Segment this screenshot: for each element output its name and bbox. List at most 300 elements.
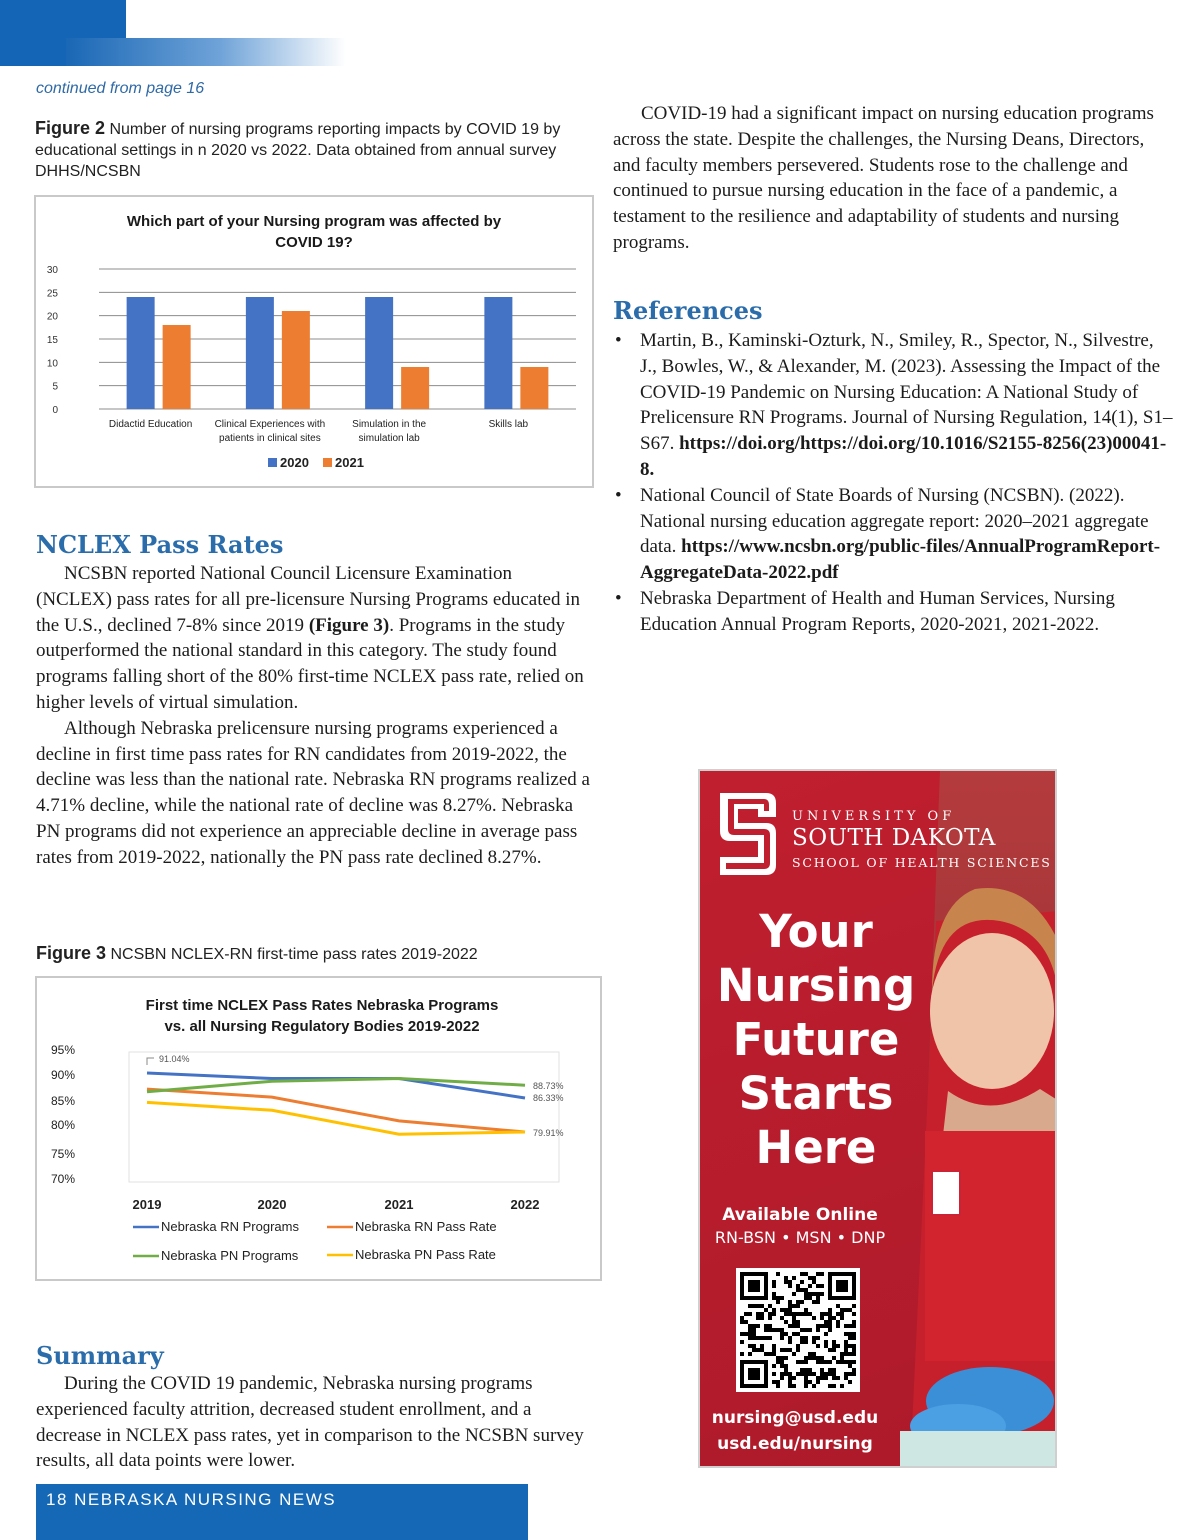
qr-module [760, 1336, 764, 1340]
publication-name: NEBRASKA NURSING NEWS [74, 1490, 337, 1509]
qr-module [788, 1324, 792, 1328]
qr-module [804, 1288, 808, 1292]
ad-tagline-line-1: Your [759, 905, 873, 958]
usd-advertisement[interactable] [698, 769, 1057, 1468]
qr-module [800, 1288, 804, 1292]
qr-module [828, 1328, 832, 1332]
qr-module [812, 1336, 816, 1340]
qr-module [772, 1352, 776, 1356]
qr-module [804, 1336, 808, 1340]
nclex-paragraph-1 [36, 561, 592, 716]
qr-module [760, 1344, 764, 1348]
nclex-heading: NCLEX Pass Rates [36, 530, 284, 559]
continued-note: continued from page 16 [36, 80, 205, 97]
ad-website[interactable]: usd.edu/nursing [717, 1434, 873, 1454]
qr-module [740, 1320, 744, 1324]
summary-body [36, 1371, 584, 1474]
qr-module [848, 1344, 852, 1348]
qr-module [756, 1348, 760, 1352]
qr-module [780, 1372, 784, 1376]
qr-module [852, 1368, 856, 1372]
qr-module [804, 1292, 808, 1296]
qr-module [756, 1304, 760, 1308]
qr-module [768, 1316, 772, 1320]
qr-module [768, 1324, 772, 1328]
qr-module [764, 1352, 768, 1356]
qr-module [792, 1384, 796, 1388]
qr-module [816, 1344, 820, 1348]
qr-module [788, 1284, 792, 1288]
qr-module [808, 1352, 812, 1356]
qr-module [852, 1332, 856, 1336]
qr-module [820, 1292, 824, 1296]
qr-finder-core [748, 1368, 760, 1380]
qr-module [788, 1312, 792, 1316]
qr-module [848, 1352, 852, 1356]
qr-module [852, 1344, 856, 1348]
qr-module [804, 1380, 808, 1384]
qr-module [752, 1304, 756, 1308]
qr-module [796, 1300, 800, 1304]
qr-module [768, 1336, 772, 1340]
qr-module [816, 1380, 820, 1384]
qr-module [848, 1308, 852, 1312]
x-tick-label: 2020 [257, 1197, 287, 1212]
y-tick-label: 95% [51, 1043, 76, 1057]
reference-2-link[interactable]: https://www.ncsbn.org/public-files/AnnualProgramReport-AggregateData-2022.pdf [640, 536, 1161, 584]
qr-module [796, 1284, 800, 1288]
ad-university-name: SOUTH DAKOTA [792, 825, 996, 851]
qr-module [852, 1312, 856, 1316]
legend-swatch-2020 [268, 458, 277, 467]
qr-module [824, 1340, 828, 1344]
qr-module [848, 1360, 852, 1364]
qr-module [752, 1324, 756, 1328]
qr-module [816, 1328, 820, 1332]
data-label: 79.91% [533, 1128, 564, 1138]
qr-module [812, 1276, 816, 1280]
x-tick-label: 2019 [132, 1197, 162, 1212]
data-label: 86.33% [533, 1093, 564, 1103]
qr-module [808, 1356, 812, 1360]
x-tick-label: 2022 [510, 1197, 540, 1212]
qr-module [828, 1324, 832, 1328]
references-list [613, 328, 1173, 638]
qr-module [800, 1372, 804, 1376]
qr-module [832, 1344, 836, 1348]
qr-module [780, 1348, 784, 1352]
figure-2-caption-text: Number of nursing programs reporting impacts by COVID 19 by educational settings in n 2020 vs 2022. Data obtained from annual survey DHHS/NCSBN [35, 121, 561, 180]
ad-email[interactable]: nursing@usd.edu [711, 1408, 879, 1428]
qr-module [808, 1380, 812, 1384]
qr-module [836, 1344, 840, 1348]
qr-module [804, 1368, 808, 1372]
qr-module [740, 1332, 744, 1336]
qr-module [828, 1320, 832, 1324]
y-tick-label: 0 [52, 405, 58, 416]
figure-3-caption-text: NCSBN NCLEX-RN first-time pass rates 2019-2022 [110, 946, 478, 963]
qr-module [840, 1308, 844, 1312]
qr-module [852, 1324, 856, 1328]
legend-swatch-2021 [323, 458, 332, 467]
qr-module [792, 1316, 796, 1320]
annotation-leader [147, 1058, 154, 1065]
series-line-3 [147, 1102, 525, 1134]
qr-module [852, 1360, 856, 1364]
sd-monogram-logo [714, 787, 782, 881]
qr-module [816, 1336, 820, 1340]
qr-module [828, 1316, 832, 1320]
bar-2021 [163, 325, 191, 409]
qr-module [796, 1344, 800, 1348]
qr-module [852, 1320, 856, 1324]
qr-module [752, 1332, 756, 1336]
x-tick-label: 2021 [384, 1197, 414, 1212]
qr-module [764, 1308, 768, 1312]
bar-2021 [401, 367, 429, 409]
qr-module [772, 1328, 776, 1332]
qr-module [768, 1352, 772, 1356]
qr-module [756, 1336, 760, 1340]
qr-module [808, 1312, 812, 1316]
qr-module [792, 1304, 796, 1308]
qr-module [752, 1336, 756, 1340]
qr-module [824, 1312, 828, 1316]
bar-chart-svg [36, 197, 592, 486]
qr-module [764, 1336, 768, 1340]
qr-module [780, 1316, 784, 1320]
qr-module [816, 1360, 820, 1364]
qr-module [772, 1372, 776, 1376]
qr-module [828, 1348, 832, 1352]
reference-item [613, 483, 1173, 586]
figure-3-caption [36, 943, 596, 965]
qr-module [748, 1328, 752, 1332]
qr-module [784, 1280, 788, 1284]
qr-module [812, 1280, 816, 1284]
qr-module [832, 1384, 836, 1388]
qr-module [820, 1368, 824, 1372]
qr-module [748, 1332, 752, 1336]
qr-module [792, 1312, 796, 1316]
nclex-p1-text-b: . Programs in the study outperformed the national standard in this category. The study found programs falling short of the 80% first-time NCLEX pass rate, relied on higher levels of virtual simulation. [36, 614, 584, 713]
legend-label: 2021 [335, 455, 364, 470]
qr-module [816, 1376, 820, 1380]
qr-module [796, 1324, 800, 1328]
qr-module [796, 1320, 800, 1324]
qr-module [848, 1372, 852, 1376]
qr-module [788, 1336, 792, 1340]
qr-module [844, 1372, 848, 1376]
qr-module [788, 1308, 792, 1312]
footer-text [46, 1490, 336, 1510]
qr-module [820, 1316, 824, 1320]
qr-module [796, 1288, 800, 1292]
qr-module [760, 1312, 764, 1316]
y-tick-label: 75% [51, 1147, 76, 1161]
qr-module [844, 1352, 848, 1356]
y-tick-label: 15 [46, 335, 58, 346]
qr-module [784, 1368, 788, 1372]
qr-module [784, 1276, 788, 1280]
qr-module [748, 1324, 752, 1328]
qr-module [828, 1308, 832, 1312]
qr-module [740, 1316, 744, 1320]
y-tick-label: 20 [46, 311, 58, 323]
qr-module [812, 1340, 816, 1344]
qr-module [788, 1340, 792, 1344]
qr-module [796, 1348, 800, 1352]
ad-tagline [700, 905, 932, 1175]
right-intro [613, 101, 1169, 256]
qr-finder-core [748, 1280, 760, 1292]
qr-module [832, 1316, 836, 1320]
qr-module [808, 1372, 812, 1376]
reference-3-text: Nebraska Department of Health and Human Services, Nursing Education Annual Program Reports, 2020-2021, 2021-2022. [640, 587, 1115, 635]
qr-module [776, 1384, 780, 1388]
bar-2020 [365, 297, 393, 409]
right-intro-paragraph: COVID-19 had a significant impact on nursing education programs across the state. Despite the challenges, the Nursing Deans, Directors, and faculty members persevered. Students rose to the challenge and continued to pursue nursing education in the face of a pandemic, a testament to the resilience and adaptability of students and nursing programs. [613, 103, 1154, 253]
qr-module [748, 1352, 752, 1356]
qr-module [844, 1324, 848, 1328]
qr-module [772, 1364, 776, 1368]
summary-paragraph: During the COVID 19 pandemic, Nebraska nursing programs experienced faculty attrition, decreased student enrollment, and a decrease in NCLEX pass rates, yet in comparison to the NCSBN survey results, all data points were lower. [36, 1373, 584, 1472]
qr-module [820, 1372, 824, 1376]
y-tick-label: 90% [51, 1068, 76, 1082]
qr-module [796, 1304, 800, 1308]
qr-module [756, 1312, 760, 1316]
qr-module [804, 1360, 808, 1364]
qr-module [852, 1304, 856, 1308]
bar-2020 [127, 297, 155, 409]
x-tick-label: simulation lab [358, 433, 420, 444]
y-tick-label: 30 [46, 265, 58, 276]
qr-module [784, 1320, 788, 1324]
qr-module [772, 1348, 776, 1352]
qr-module [796, 1332, 800, 1336]
qr-module [812, 1352, 816, 1356]
qr-module [820, 1272, 824, 1276]
qr-module [788, 1380, 792, 1384]
qr-code[interactable] [736, 1268, 860, 1392]
qr-module [840, 1312, 844, 1316]
qr-module [776, 1300, 780, 1304]
qr-module [816, 1292, 820, 1296]
qr-module [824, 1372, 828, 1376]
qr-module [792, 1376, 796, 1380]
qr-module [844, 1308, 848, 1312]
qr-module [848, 1336, 852, 1340]
qr-finder-core [836, 1280, 848, 1292]
ad-tagline-line-5: Here [755, 1121, 877, 1174]
qr-module [748, 1344, 752, 1348]
qr-module [768, 1328, 772, 1332]
header-gradient-strip [66, 38, 346, 66]
qr-module [840, 1360, 844, 1364]
plot-area [129, 1052, 559, 1182]
qr-module [800, 1328, 804, 1332]
qr-module [824, 1344, 828, 1348]
qr-module [844, 1332, 848, 1336]
qr-module [804, 1384, 808, 1388]
qr-module [776, 1328, 780, 1332]
qr-module [836, 1320, 840, 1324]
qr-module [784, 1348, 788, 1352]
qr-module [756, 1324, 760, 1328]
qr-module [832, 1356, 836, 1360]
qr-module [812, 1356, 816, 1360]
y-tick-label: 10 [46, 358, 58, 370]
qr-module [812, 1372, 816, 1376]
qr-module [804, 1356, 808, 1360]
qr-module [788, 1304, 792, 1308]
qr-module [772, 1284, 776, 1288]
qr-module [804, 1308, 808, 1312]
qr-module [832, 1340, 836, 1344]
qr-module [796, 1312, 800, 1316]
x-tick-label: Didactid Education [108, 419, 193, 430]
qr-module [784, 1364, 788, 1368]
reference-1-link[interactable]: https://doi.org/https://doi.org/10.1016/S2155-8256(23)00041-8. [640, 433, 1167, 480]
qr-module [844, 1348, 848, 1352]
qr-module [804, 1328, 808, 1332]
x-tick-label: Skills lab [488, 419, 529, 430]
qr-module [816, 1300, 820, 1304]
qr-module [804, 1376, 808, 1380]
qr-module [744, 1312, 748, 1316]
qr-module [788, 1348, 792, 1352]
qr-module [760, 1348, 764, 1352]
qr-module [776, 1272, 780, 1276]
qr-module [772, 1344, 776, 1348]
qr-module [828, 1312, 832, 1316]
qr-module [848, 1364, 852, 1368]
qr-module [800, 1340, 804, 1344]
bar-2020 [246, 297, 274, 409]
qr-module [764, 1328, 768, 1332]
qr-module [780, 1308, 784, 1312]
qr-module [832, 1376, 836, 1380]
qr-module [836, 1360, 840, 1364]
references-heading: References [613, 296, 763, 325]
qr-module [848, 1324, 852, 1328]
reference-1-text: Martin, B., Kaminski-Ozturk, N., Smiley, R., Spector, N., Silvestre, J., Bowles, W., & Alexander, M. (2023). Assessing the Impact of the COVID-19 Pandemic on Nursing Education: A National Study of Prelicensure RN Programs. Journal of Nursing Regulation, 14(1), S1–S67. [640, 330, 1173, 455]
qr-module [792, 1292, 796, 1296]
qr-module [796, 1360, 800, 1364]
y-tick-label: 5 [52, 381, 58, 393]
figure-3-label: Figure 3 [36, 943, 107, 963]
qr-module [824, 1332, 828, 1336]
qr-module [852, 1348, 856, 1352]
qr-module [800, 1312, 804, 1316]
qr-module [776, 1380, 780, 1384]
x-tick-label: Simulation in the [352, 419, 427, 430]
data-label: 91.04% [159, 1054, 190, 1064]
qr-module [788, 1384, 792, 1388]
x-tick-label: patients in clinical sites [219, 433, 321, 444]
legend-label: 2020 [280, 455, 309, 470]
figure-2-caption [35, 118, 585, 182]
ad-university-of: UNIVERSITY OF [792, 809, 956, 824]
qr-module [752, 1348, 756, 1352]
qr-module [776, 1360, 780, 1364]
qr-module [800, 1280, 804, 1284]
qr-module [828, 1372, 832, 1376]
qr-module [844, 1376, 848, 1380]
qr-module [824, 1360, 828, 1364]
qr-module [812, 1384, 816, 1388]
qr-module [780, 1376, 784, 1380]
y-tick-label: 25 [46, 288, 58, 300]
nclex-paragraph-2: Although Nebraska prelicensure nursing programs experienced a decline in first time pass rates for RN candidates from 2019-2022, the decline was less than the national rate. Nebraska RN programs realized a 4.71% decline, while the national rate of decline was 8.27%. Nebraska PN programs did not experience an appreciable decline in average pass rates from 2019-2022, nationally the PN pass rate declined 8.27%. [36, 717, 590, 868]
qr-module [824, 1320, 828, 1324]
legend-label: Nebraska PN Pass Rate [355, 1247, 496, 1262]
nclex-p1-figure-ref: (Figure 3) [308, 614, 390, 636]
figure-3-chart [35, 976, 602, 1281]
qr-module [804, 1296, 808, 1300]
nclex-body [36, 561, 592, 871]
ad-tagline-line-2: Nursing [716, 959, 916, 1012]
qr-module [852, 1372, 856, 1376]
qr-module [808, 1276, 812, 1280]
x-tick-label: Clinical Experiences with [214, 419, 326, 430]
qr-module [816, 1272, 820, 1276]
bar-2021 [282, 311, 310, 409]
qr-module [808, 1292, 812, 1296]
qr-module [792, 1324, 796, 1328]
qr-module [840, 1316, 844, 1320]
series-line-1 [147, 1089, 525, 1132]
ad-available-online: Available Online [722, 1205, 878, 1225]
qr-module [776, 1296, 780, 1300]
qr-module [808, 1284, 812, 1288]
qr-module [840, 1384, 844, 1388]
qr-module [836, 1312, 840, 1316]
qr-module [756, 1316, 760, 1320]
qr-module [816, 1324, 820, 1328]
chart-title: vs. all Nursing Regulatory Bodies 2019-2022 [164, 1018, 480, 1035]
qr-module [820, 1312, 824, 1316]
qr-module [804, 1272, 808, 1276]
qr-module [772, 1312, 776, 1316]
chart-title: COVID 19? [275, 234, 353, 251]
qr-module [784, 1332, 788, 1336]
y-tick-label: 70% [51, 1172, 76, 1186]
ad-school-name: SCHOOL OF HEALTH SCIENCES [792, 855, 1052, 870]
ad-tagline-line-3: Future [732, 1013, 900, 1066]
qr-module [820, 1284, 824, 1288]
qr-module [844, 1360, 848, 1364]
qr-module [772, 1296, 776, 1300]
qr-module [812, 1300, 816, 1304]
qr-module [816, 1356, 820, 1360]
qr-module [752, 1328, 756, 1332]
legend-label: Nebraska RN Programs [161, 1219, 299, 1234]
qr-module [808, 1296, 812, 1300]
qr-module [780, 1296, 784, 1300]
qr-module [824, 1376, 828, 1380]
qr-module [848, 1380, 852, 1384]
qr-module [824, 1324, 828, 1328]
qr-module [772, 1280, 776, 1284]
summary-heading: Summary [36, 1341, 164, 1370]
qr-module [784, 1356, 788, 1360]
qr-module [832, 1372, 836, 1376]
qr-module [788, 1376, 792, 1380]
y-tick-label: 80% [51, 1118, 76, 1132]
qr-module [740, 1352, 744, 1356]
qr-module [804, 1312, 808, 1316]
